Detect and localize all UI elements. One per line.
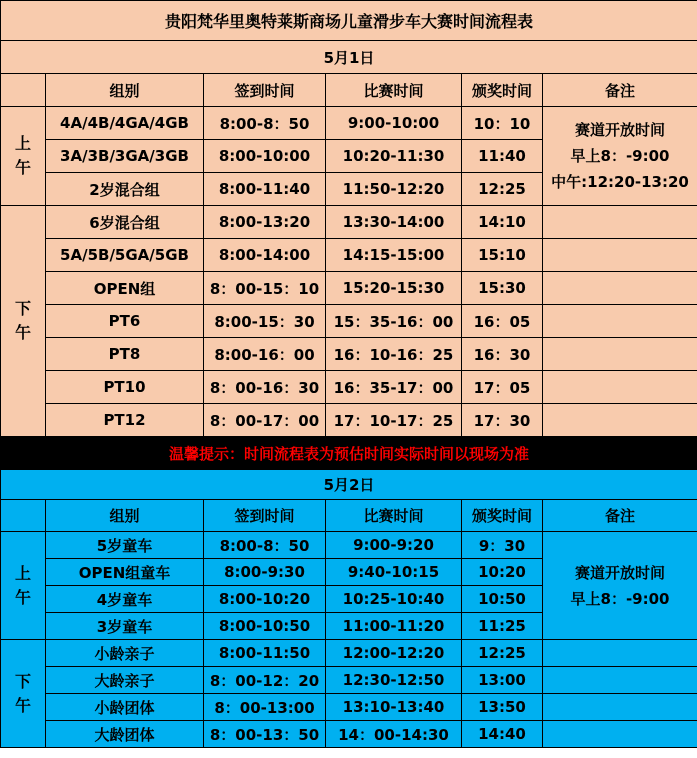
- table-row: [1, 338, 697, 371]
- checkin-time-cell: 8：00-15：10: [204, 272, 326, 305]
- day1-morning-label: 上 午: [1, 107, 46, 206]
- award-time-cell: 9：30: [462, 532, 543, 559]
- race-time-cell: 16：35-17：00: [326, 371, 462, 404]
- day1-date-row: [1, 41, 697, 74]
- day1-afternoon-label: 下 午: [1, 206, 46, 437]
- award-time-cell: 11:25: [462, 613, 543, 640]
- race-time-cell: 9:00-10:00: [326, 107, 462, 140]
- award-time-cell: 15:30: [462, 272, 543, 305]
- day2-header-race: 比赛时间: [326, 500, 462, 532]
- notes-empty-cell: [543, 239, 697, 272]
- award-time-cell: 13:00: [462, 667, 543, 694]
- group-cell: 6岁混合组: [46, 206, 204, 239]
- group-cell: 2岁混合组: [46, 173, 204, 206]
- race-time-cell: 15:20-15:30: [326, 272, 462, 305]
- award-time-cell: 10:50: [462, 586, 543, 613]
- race-time-cell: 10:25-10:40: [326, 586, 462, 613]
- checkin-time-cell: 8:00-8：50: [204, 532, 326, 559]
- race-time-cell: 11:50-12:20: [326, 173, 462, 206]
- race-time-cell: 17：10-17：25: [326, 404, 462, 437]
- table-row: [1, 371, 697, 404]
- award-time-cell: 12:25: [462, 640, 543, 667]
- race-time-cell: 10:20-11:30: [326, 140, 462, 173]
- checkin-time-cell: 8:00-13:20: [204, 206, 326, 239]
- group-cell: 大龄团体: [46, 721, 204, 748]
- day2-header-blank: [1, 500, 46, 532]
- day2-morning-label: 上 午: [1, 532, 46, 640]
- notes-empty-cell: [543, 721, 697, 748]
- day1-header-award: 颁奖时间: [462, 74, 543, 107]
- checkin-time-cell: 8:00-14:00: [204, 239, 326, 272]
- day2-notes-cell: [543, 532, 697, 640]
- day2-header-award: 颁奖时间: [462, 500, 543, 532]
- checkin-time-cell: 8:00-15：30: [204, 305, 326, 338]
- day1-notes-cell: [543, 107, 697, 206]
- notes-empty-cell: [543, 305, 697, 338]
- table-row: [1, 305, 697, 338]
- group-cell: 小龄团体: [46, 694, 204, 721]
- race-time-cell: 15：35-16：00: [326, 305, 462, 338]
- race-time-cell: 16：10-16：25: [326, 338, 462, 371]
- group-cell: PT12: [46, 404, 204, 437]
- award-time-cell: 14:40: [462, 721, 543, 748]
- notes-empty-cell: [543, 404, 697, 437]
- award-time-cell: 17：05: [462, 371, 543, 404]
- race-time-cell: 9:00-9:20: [326, 532, 462, 559]
- day1-header-row: [1, 74, 697, 107]
- note-line: 赛道开放时间: [575, 563, 666, 582]
- day2-header-checkin: 签到时间: [204, 500, 326, 532]
- notes-empty-cell: [543, 640, 697, 667]
- award-time-cell: 10:20: [462, 559, 543, 586]
- table-row: [1, 107, 697, 140]
- checkin-time-cell: 8：00-16：30: [204, 371, 326, 404]
- day1-header-race: 比赛时间: [326, 74, 462, 107]
- award-time-cell: 10：10: [462, 107, 543, 140]
- award-time-cell: 16：30: [462, 338, 543, 371]
- day2-date: 5月2日: [1, 470, 697, 500]
- notes-empty-cell: [543, 338, 697, 371]
- group-cell: 大龄亲子: [46, 667, 204, 694]
- race-time-cell: 9:40-10:15: [326, 559, 462, 586]
- title-row: [1, 1, 697, 41]
- group-cell: OPEN组: [46, 272, 204, 305]
- race-time-cell: 13:10-13:40: [326, 694, 462, 721]
- group-cell: 4岁童车: [46, 586, 204, 613]
- table-row: [1, 272, 697, 305]
- checkin-time-cell: 8：00-17：00: [204, 404, 326, 437]
- group-cell: 3A/3B/3GA/3GB: [46, 140, 204, 173]
- day1-header-blank: [1, 74, 46, 107]
- day2-header-notes: 备注: [543, 500, 697, 532]
- group-cell: 5A/5B/5GA/5GB: [46, 239, 204, 272]
- checkin-time-cell: 8:00-10:20: [204, 586, 326, 613]
- race-time-cell: 12:30-12:50: [326, 667, 462, 694]
- notes-empty-cell: [543, 272, 697, 305]
- page-title: 贵阳梵华里奥特莱斯商场儿童滑步车大赛时间流程表: [1, 1, 697, 41]
- note-line: 早上8：-9:00: [570, 147, 670, 165]
- award-time-cell: 11:40: [462, 140, 543, 173]
- checkin-time-cell: 8:00-9:30: [204, 559, 326, 586]
- group-cell: PT8: [46, 338, 204, 371]
- group-cell: 5岁童车: [46, 532, 204, 559]
- notes-empty-cell: [543, 206, 697, 239]
- group-cell: PT6: [46, 305, 204, 338]
- checkin-time-cell: 8:00-16：00: [204, 338, 326, 371]
- schedule-body: [1, 1, 697, 748]
- checkin-time-cell: 8：00-12：20: [204, 667, 326, 694]
- checkin-time-cell: 8:00-10:50: [204, 613, 326, 640]
- table-row: [1, 239, 697, 272]
- group-cell: 3岁童车: [46, 613, 204, 640]
- table-row: [1, 532, 697, 559]
- award-time-cell: 16：05: [462, 305, 543, 338]
- table-row: [1, 640, 697, 667]
- note-line: 中午:12:20-13:20: [551, 173, 689, 191]
- warning-text: 温馨提示：时间流程表为预估时间实际时间以现场为准: [1, 437, 697, 470]
- race-time-cell: 13:30-14:00: [326, 206, 462, 239]
- table-row: [1, 404, 697, 437]
- race-time-cell: 12:00-12:20: [326, 640, 462, 667]
- notes-empty-cell: [543, 694, 697, 721]
- award-time-cell: 17：30: [462, 404, 543, 437]
- group-cell: OPEN组童车: [46, 559, 204, 586]
- race-time-cell: 14:15-15:00: [326, 239, 462, 272]
- day1-header-notes: 备注: [543, 74, 697, 107]
- day1-header-checkin: 签到时间: [204, 74, 326, 107]
- note-line: 早上8：-9:00: [570, 589, 670, 608]
- table-row: [1, 694, 697, 721]
- day2-afternoon-label: 下 午: [1, 640, 46, 748]
- day2-date-row: [1, 470, 697, 500]
- day2-header-row: [1, 500, 697, 532]
- day1-date: 5月1日: [1, 41, 697, 74]
- checkin-time-cell: 8：00-13:00: [204, 694, 326, 721]
- checkin-time-cell: 8:00-8：50: [204, 107, 326, 140]
- race-time-cell: 14：00-14:30: [326, 721, 462, 748]
- award-time-cell: 12:25: [462, 173, 543, 206]
- day1-header-group: 组别: [46, 74, 204, 107]
- table-row: [1, 206, 697, 239]
- checkin-time-cell: 8:00-11:50: [204, 640, 326, 667]
- race-time-cell: 11:00-11:20: [326, 613, 462, 640]
- award-time-cell: 14:10: [462, 206, 543, 239]
- checkin-time-cell: 8:00-10:00: [204, 140, 326, 173]
- group-cell: 小龄亲子: [46, 640, 204, 667]
- note-line: 赛道开放时间: [575, 121, 666, 139]
- award-time-cell: 15:10: [462, 239, 543, 272]
- award-time-cell: 13:50: [462, 694, 543, 721]
- table-row: [1, 667, 697, 694]
- notes-empty-cell: [543, 667, 697, 694]
- day2-header-group: 组别: [46, 500, 204, 532]
- notes-empty-cell: [543, 371, 697, 404]
- table-row: [1, 721, 697, 748]
- warning-row: [1, 437, 697, 470]
- group-cell: 4A/4B/4GA/4GB: [46, 107, 204, 140]
- checkin-time-cell: 8：00-13：50: [204, 721, 326, 748]
- group-cell: PT10: [46, 371, 204, 404]
- checkin-time-cell: 8:00-11:40: [204, 173, 326, 206]
